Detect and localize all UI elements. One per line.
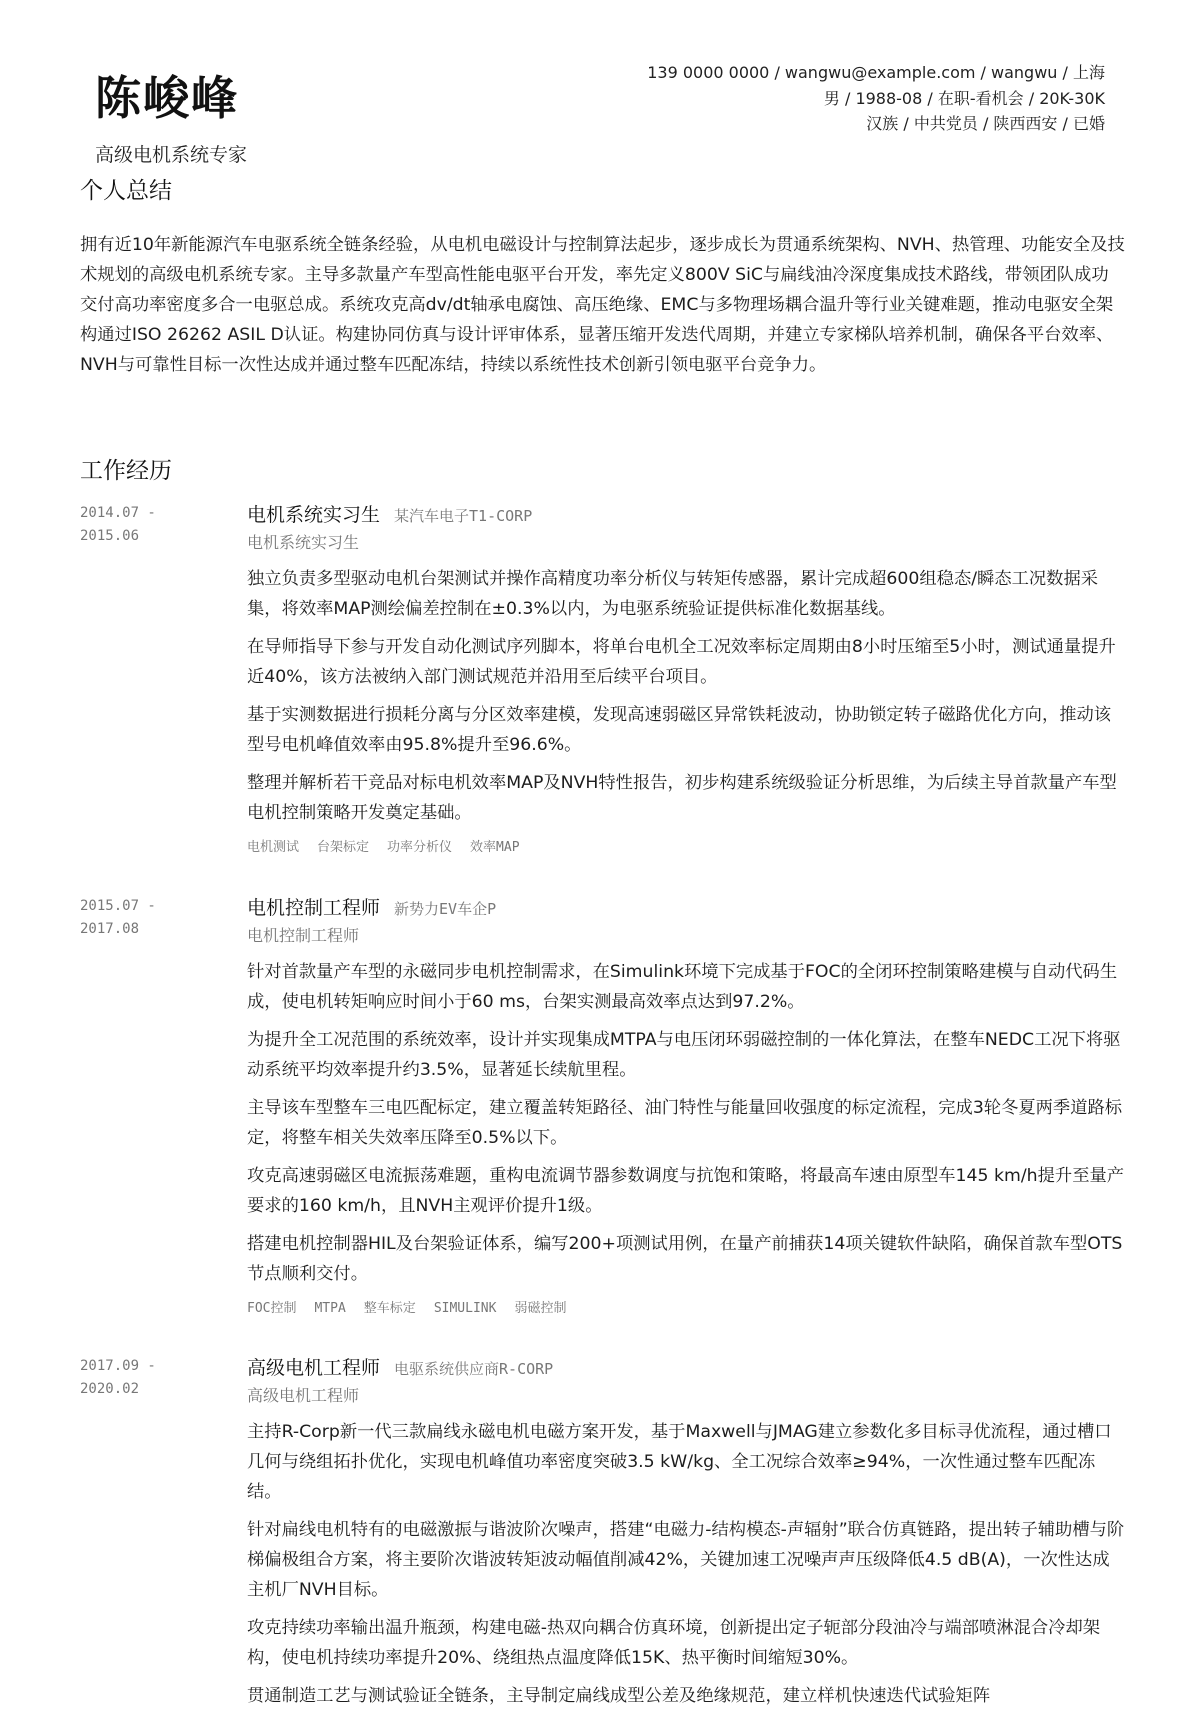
job-bullet: 针对扁线电机特有的电磁激振与谐波阶次噪声，搭建“电磁力-结构模态-声辐射”联合仿真链路，提出转子辅助槽与阶梯偏极组合方案，将主要阶次谐波转矩波动幅值削减42%，关键加速工况噪声声压级降低4.5 dB(A)，一次性达成主机厂NVH目标。 bbox=[247, 1520, 1125, 1600]
job-date-end: 2017.08 bbox=[80, 921, 140, 937]
skill-tag: SIMULINK bbox=[433, 1301, 497, 1316]
job-bullet: 基于实测数据进行损耗分离与分区效率建模，发现高速弱磁区异常铁耗波动，协助锁定转子磁路优化方向，推动该型号电机峰值效率由95.8%提升至96.6%。 bbox=[247, 705, 1112, 755]
skill-tags bbox=[247, 836, 1125, 855]
contact-info bbox=[647, 60, 1105, 137]
job-bullet: 为提升全工况范围的系统效率，设计并实现集成MTPA与电压闭环弱磁控制的一体化算法，在整车NEDC工况下将驱动系统平均效率提升约3.5%，显著延长续航里程。 bbox=[247, 1030, 1121, 1080]
contact-line: 男 / 1988-08 / 在职-看机会 / 20K-30K bbox=[823, 88, 1105, 108]
job-bullet: 在导师指导下参与开发自动化测试序列脚本，将单台电机全工况效率标定周期由8小时压缩至5小时，测试通量提升近40%，该方法被纳入部门测试规范并沿用至后续平台项目。 bbox=[247, 637, 1116, 687]
job-company: 新势力EV车企P bbox=[394, 900, 497, 918]
job-bullet: 贯通制造工艺与测试验证全链条，主导制定扁线成型公差及绝缘规范，建立样机快速迭代试验矩阵 bbox=[247, 1686, 991, 1706]
job-subrole: 电机系统实习生 bbox=[247, 533, 360, 552]
job-date-start: 2015.07 - bbox=[80, 898, 156, 914]
job-date bbox=[80, 502, 156, 548]
experience-heading: 工作经历 bbox=[80, 458, 172, 484]
skill-tag: FOC控制 bbox=[247, 1301, 297, 1316]
skill-tag: 功率分析仪 bbox=[387, 840, 453, 855]
job-date-end: 2020.02 bbox=[80, 1381, 140, 1397]
summary-heading: 个人总结 bbox=[80, 178, 172, 204]
job-date-start: 2014.07 - bbox=[80, 505, 156, 521]
job-subrole: 高级电机工程师 bbox=[247, 1386, 360, 1405]
job-date bbox=[80, 1355, 156, 1401]
job-date-start: 2017.09 - bbox=[80, 1358, 156, 1374]
contact-line: 139 0000 0000 / wangwu@example.com / wangwu / 上海 bbox=[647, 63, 1105, 82]
job-bullet: 针对首款量产车型的永磁同步电机控制需求，在Simulink环境下完成基于FOC的全闭环控制策略建模与自动代码生成，使电机转矩响应时间小于60 ms，台架实测最高效率点达到97.2%。 bbox=[247, 962, 1118, 1012]
job-date-end: 2015.06 bbox=[80, 528, 140, 544]
skill-tag: 弱磁控制 bbox=[514, 1301, 567, 1316]
job-bullet: 独立负责多型驱动电机台架测试并操作高精度功率分析仪与转矩传感器，累计完成超600组稳态/瞬态工况数据采集，将效率MAP测绘偏差控制在±0.3%以内，为电驱系统验证提供标准化数据基线。 bbox=[247, 569, 1099, 619]
job-bullet: 攻克高速弱磁区电流振荡难题，重构电流调节器参数调度与抗饱和策略，将最高车速由原型车145 km/h提升至量产要求的160 km/h，且NVH主观评价提升1级。 bbox=[247, 1166, 1125, 1216]
job-bullet: 整理并解析若干竞品对标电机效率MAP及NVH特性报告，初步构建系统级验证分析思维，为后续主导首款量产车型电机控制策略开发奠定基础。 bbox=[247, 773, 1117, 823]
job-bullet: 主持R-Corp新一代三款扁线永磁电机电磁方案开发，基于Maxwell与JMAG建立参数化多目标寻优流程，通过槽口几何与绕组拓扑优化，实现电机峰值功率密度突破3.5 kW/kg、全工况综合效率≥94%，一次性通过整车匹配冻结。 bbox=[247, 1422, 1112, 1502]
job-bullet: 主导该车型整车三电匹配标定，建立覆盖转矩路径、油门特性与能量回收强度的标定流程，完成3轮冬夏两季道路标定，将整车相关失效率压降至0.5%以下。 bbox=[247, 1098, 1123, 1148]
candidate-name: 陈峻峰 bbox=[95, 71, 239, 125]
job-title: 高级电机系统专家 bbox=[95, 144, 248, 166]
job-role: 电机系统实习生 bbox=[247, 504, 381, 526]
job-subrole: 电机控制工程师 bbox=[247, 926, 360, 945]
contact-line: 汉族 / 中共党员 / 陕西西安 / 已婚 bbox=[866, 114, 1105, 133]
job-company: 电驱系统供应商R-CORP bbox=[394, 1360, 554, 1378]
skill-tag: 电机测试 bbox=[247, 840, 300, 855]
job-date bbox=[80, 895, 156, 941]
job-role: 高级电机工程师 bbox=[247, 1357, 381, 1379]
skill-tag: 整车标定 bbox=[363, 1301, 416, 1316]
skill-tag: MTPA bbox=[314, 1301, 346, 1316]
job-bullet: 搭建电机控制器HIL及台架验证体系，编写200+项测试用例，在量产前捕获14项关键软件缺陷，确保首款车型OTS节点顺利交付。 bbox=[247, 1234, 1123, 1284]
job-role: 电机控制工程师 bbox=[247, 897, 381, 919]
job-bullet: 攻克持续功率输出温升瓶颈，构建电磁-热双向耦合仿真环境，创新提出定子轭部分段油冷与端部喷淋混合冷却架构，使电机持续功率提升20%、绕组热点温度降低15K、热平衡时间缩短30%。 bbox=[247, 1618, 1101, 1668]
skill-tag: 效率MAP bbox=[470, 840, 520, 855]
skill-tags bbox=[247, 1297, 1125, 1316]
summary-text: 拥有近10年新能源汽车电驱系统全链条经验，从电机电磁设计与控制算法起步，逐步成长为贯通系统架构、NVH、热管理、功能安全及技术规划的高级电机系统专家。主导多款量产车型高性能电驱平台开发，率先定义800V SiC与扁线油冷深度集成技术路线，带领团队成功交付高功率密度多合一电驱总成。系统攻克高dv/dt轴承电腐蚀、高压绝缘、EMC与多物理场耦合温升等行业关键难题，推动电驱安全架构通过ISO 26262 ASIL D认证。构建协同仿真与设计评审体系，显著压缩开发迭代周期，并建立专家梯队培养机制，确保各平台效率、NVH与可靠性目标一次性达成并通过整车匹配冻结，持续以系统性技术创新引领电驱平台竞争力。 bbox=[80, 235, 1125, 375]
skill-tag: 台架标定 bbox=[317, 840, 370, 855]
job-company: 某汽车电子T1-CORP bbox=[394, 507, 533, 525]
